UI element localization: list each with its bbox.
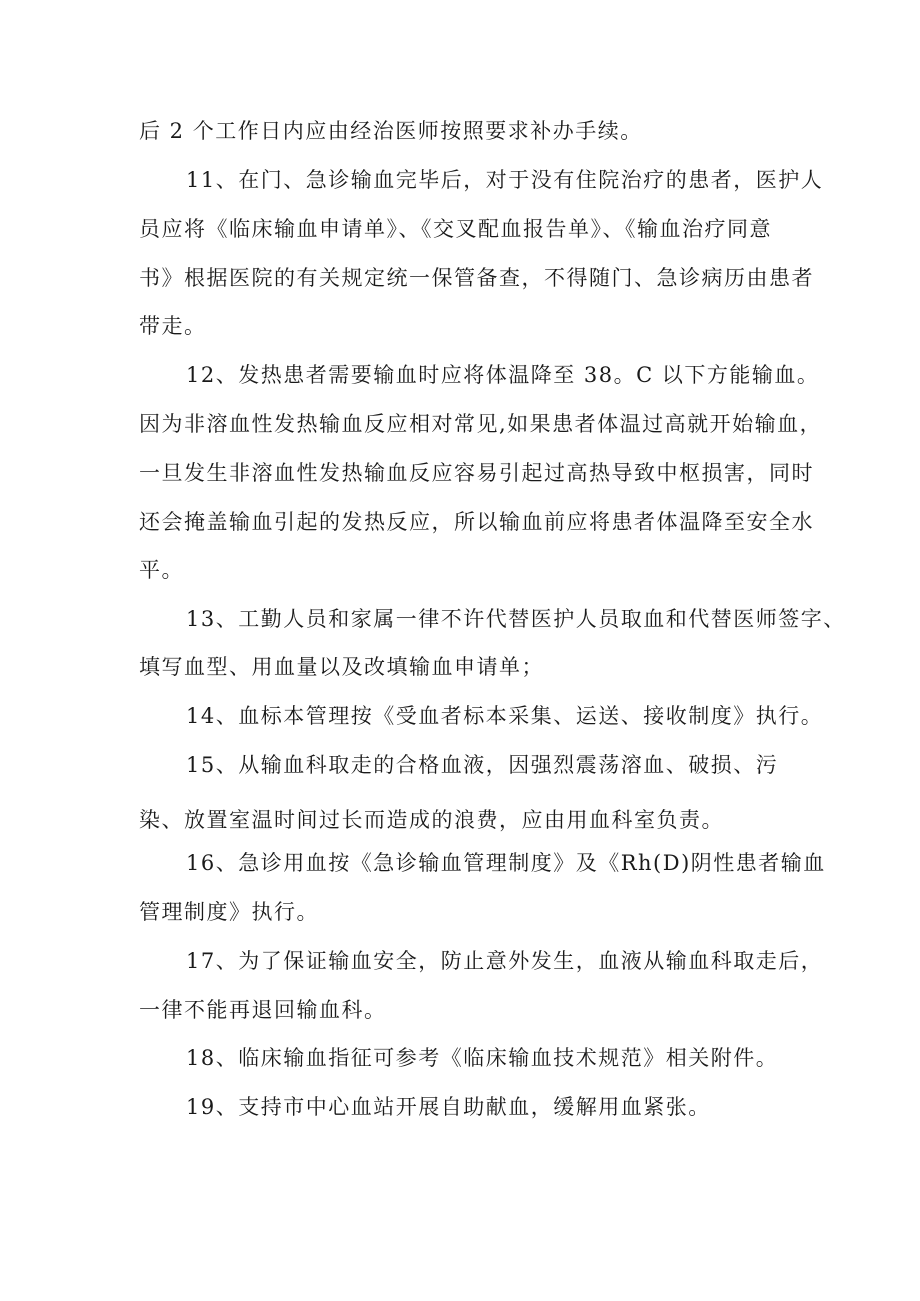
text-line: 染、放置室温时间过长而造成的浪费，应由用血科室负责。 bbox=[139, 808, 724, 832]
text-line: 书》根据医院的有关规定统一保管备查，不得随门、急诊病历由患者 bbox=[139, 266, 814, 290]
text-line: 17、为了保证输血安全，防止意外发生，血液从输血科取走后， bbox=[186, 949, 824, 973]
text-line: 14、血标本管理按《受血者标本采集、运送、接收制度》执行。 bbox=[186, 704, 824, 728]
text-line: 19、支持市中心血站开展自助献血，缓解用血紧张。 bbox=[186, 1095, 711, 1119]
text-line: 12、发热患者需要输血时应将体温降至 38。C 以下方能输血。 bbox=[186, 363, 820, 387]
text-line: 平。 bbox=[139, 558, 184, 582]
text-line: 18、临床输血指征可参考《临床输血技术规范》相关附件。 bbox=[186, 1046, 779, 1070]
text-line: 填写血型、用血量以及改填输血申请单； bbox=[139, 655, 544, 679]
text-line: 管理制度》执行。 bbox=[139, 900, 319, 924]
text-line: 还会掩盖输血引起的发热反应，所以输血前应将患者体温降至安全水 bbox=[139, 510, 814, 534]
text-line: 16、急诊用血按《急诊输血管理制度》及《Rh(D)阴性患者输血 bbox=[186, 851, 826, 875]
text-line: 一律不能再退回输血科。 bbox=[139, 998, 387, 1022]
text-line: 一旦发生非溶血性发热输血反应容易引起过高热导致中枢损害，同时 bbox=[139, 461, 814, 485]
text-line: 后 2 个工作日内应由经治医师按照要求补办手续。 bbox=[139, 119, 643, 143]
text-line: 因为非溶血性发热输血反应相对常见,如果患者体温过高就开始输血， bbox=[139, 412, 823, 436]
text-line: 员应将《临床输血申请单》、《交叉配血报告单》、《输血治疗同意 bbox=[139, 217, 772, 241]
text-line: 13、工勤人员和家属一律不许代替医护人员取血和代替医师签字、 bbox=[186, 607, 846, 631]
text-line: 11、在门、急诊输血完毕后，对于没有住院治疗的患者，医护人 bbox=[186, 168, 824, 192]
text-line: 15、从输血科取走的合格血液，因强烈震荡溶血、破损、污 bbox=[186, 753, 779, 777]
text-line: 带走。 bbox=[139, 314, 207, 338]
